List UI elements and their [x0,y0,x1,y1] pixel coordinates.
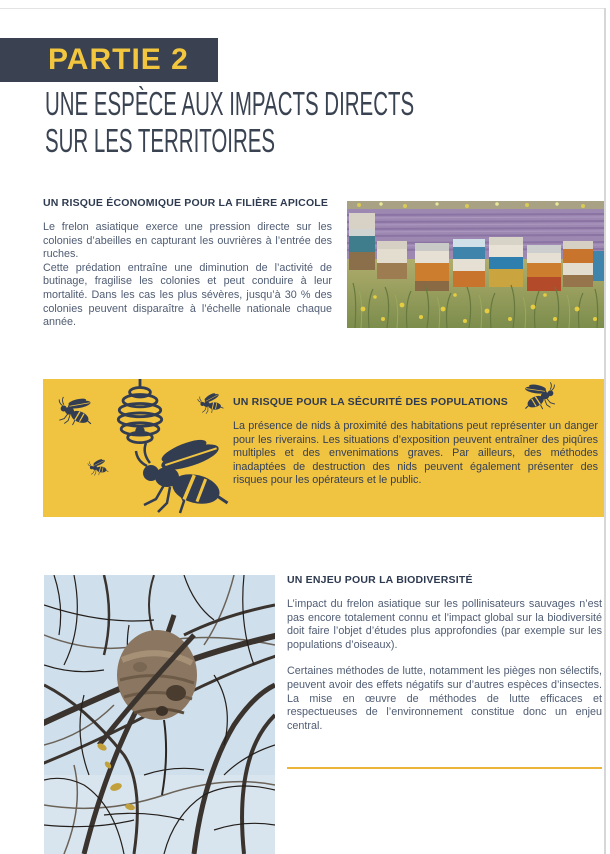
section-apicole [43,197,332,330]
page-edge-top [0,8,605,9]
title-line-1: UNE ESPÈCE AUX IMPACTS DIRECTS [45,85,415,122]
section-securite-body [233,420,598,488]
beehives-lavender-photo [347,201,604,328]
title-line-2: SUR LES TERRITOIRES [45,122,276,159]
section-apicole-heading: UN RISQUE ÉCONOMIQUE POUR LA FILIÈRE APICOLE [43,197,329,209]
section-biodiversite-body [287,598,602,733]
apicole-paragraph-2: Cette prédation entraîne une diminution de l’activité de butinage, fragilise les colonies et peut conduire à leur mortalité. Dans les cas les plus sévères, jusqu’à 30 % des colonies peuvent disparaître à l’échelle nationale chaque année. [43,261,332,329]
section-apicole-body [43,221,332,330]
biodiversite-paragraph-2: Certaines méthodes de lutte, notamment les pièges non sélectifs, peuvent avoir des effets négatifs sur d’autres espèces d’insectes. La mise en œuvre de méthodes de lutte efficaces et respectueuses de l’environnement constitue donc un enjeu central. [287,665,602,732]
section-biodiversite-heading: UN ENJEU POUR LA BIODIVERSITÉ [287,574,473,586]
biodiversite-paragraph-1: L’impact du frelon asiatique sur les pollinisateurs sauvages n’est pas encore totalement connu et l’impact global sur la biodiversité doit faire l’objet d’études plus approfondies (par exemple sur les populations d’oiseaux). [287,598,602,651]
gold-divider-rule [287,767,602,769]
part-label: PARTIE 2 [48,43,189,76]
hornet-icon [87,457,110,478]
securite-paragraph: La présence de nids à proximité des habitations peut représenter un danger pour les riverains. Les situations d’exposition peuvent entraîner des piqûres multiples et des envenimations graves. Par ailleurs, des méthodes inadaptées de destruction des nids peuvent également présenter des risques pour les opérateurs et le public. [233,420,598,487]
section-biodiversite [287,574,602,733]
hornet-icon-large [134,433,234,517]
page-title [45,85,610,159]
hornet-icon [55,393,97,430]
part-badge [0,38,218,82]
safety-callout [43,379,604,517]
hornet-nest-photo [44,575,275,854]
nest-photo-graphic [44,575,275,854]
section-securite-heading: UN RISQUE POUR LA SÉCURITÉ DES POPULATIONS [233,396,509,408]
apicole-paragraph-1: Le frelon asiatique exerce une pression directe sur les colonies d’abeilles en capturant les ouvrières à l’entrée des ruches. [43,221,332,261]
hornet-icon [196,390,225,416]
beehives-photo-graphic [347,201,604,328]
